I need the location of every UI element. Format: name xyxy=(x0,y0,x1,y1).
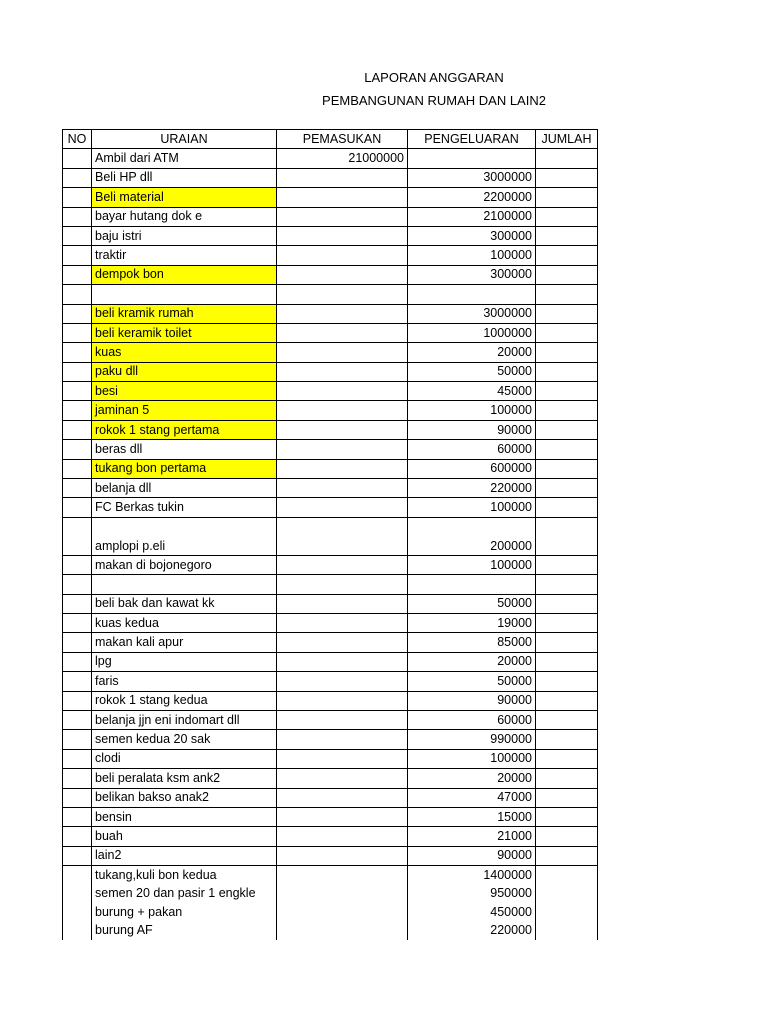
cell-pemasukan xyxy=(277,382,408,401)
cell-uraian: beli keramik toilet xyxy=(92,323,277,342)
cell-pemasukan xyxy=(277,884,408,902)
cell-no xyxy=(63,304,92,323)
cell-pengeluaran xyxy=(408,285,536,304)
cell-pengeluaran: 90000 xyxy=(408,691,536,710)
cell-pemasukan xyxy=(277,788,408,807)
table-row xyxy=(63,362,598,381)
table-row xyxy=(63,691,598,710)
table-row xyxy=(63,401,598,420)
cell-jumlah xyxy=(536,517,598,555)
cell-pengeluaran: 47000 xyxy=(408,788,536,807)
table-row xyxy=(63,921,598,939)
cell-pengeluaran: 990000 xyxy=(408,730,536,749)
table-row xyxy=(63,420,598,439)
cell-jumlah xyxy=(536,846,598,865)
cell-pemasukan xyxy=(277,730,408,749)
cell-pemasukan xyxy=(277,846,408,865)
cell-no xyxy=(63,730,92,749)
cell-jumlah xyxy=(536,207,598,226)
cell-uraian xyxy=(92,575,277,594)
report-subtitle: PEMBANGUNAN RUMAH DAN LAIN2 xyxy=(322,93,546,108)
cell-pemasukan xyxy=(277,459,408,478)
cell-jumlah xyxy=(536,440,598,459)
table-row xyxy=(63,285,598,304)
cell-jumlah xyxy=(536,903,598,921)
cell-jumlah xyxy=(536,498,598,517)
cell-no xyxy=(63,827,92,846)
cell-pengeluaran: 15000 xyxy=(408,807,536,826)
cell-pengeluaran: 3000000 xyxy=(408,304,536,323)
table-row xyxy=(63,440,598,459)
cell-pemasukan xyxy=(277,827,408,846)
cell-no xyxy=(63,517,92,555)
cell-uraian: makan kali apur xyxy=(92,633,277,652)
cell-pengeluaran: 300000 xyxy=(408,226,536,245)
header-pengeluaran: PENGELUARAN xyxy=(408,130,536,149)
cell-pengeluaran: 90000 xyxy=(408,420,536,439)
cell-pemasukan xyxy=(277,633,408,652)
cell-pengeluaran: 60000 xyxy=(408,710,536,729)
cell-jumlah xyxy=(536,343,598,362)
cell-no xyxy=(63,613,92,632)
cell-pemasukan xyxy=(277,921,408,939)
cell-pemasukan xyxy=(277,866,408,885)
cell-jumlah xyxy=(536,188,598,207)
cell-uraian: faris xyxy=(92,672,277,691)
cell-pengeluaran: 2200000 xyxy=(408,188,536,207)
table-row xyxy=(63,304,598,323)
cell-pengeluaran: 300000 xyxy=(408,265,536,284)
cell-pengeluaran: 100000 xyxy=(408,246,536,265)
cell-no xyxy=(63,769,92,788)
cell-no xyxy=(63,807,92,826)
cell-uraian: semen kedua 20 sak xyxy=(92,730,277,749)
cell-pengeluaran: 600000 xyxy=(408,459,536,478)
cell-no xyxy=(63,672,92,691)
table-row xyxy=(63,903,598,921)
header-no: NO xyxy=(63,130,92,149)
cell-jumlah xyxy=(536,921,598,939)
cell-pengeluaran: 20000 xyxy=(408,652,536,671)
cell-no xyxy=(63,420,92,439)
cell-pemasukan xyxy=(277,226,408,245)
table-row xyxy=(63,517,598,555)
cell-no xyxy=(63,884,92,902)
cell-uraian: beli bak dan kawat kk xyxy=(92,594,277,613)
cell-pemasukan xyxy=(277,168,408,187)
table-row xyxy=(63,575,598,594)
table-row xyxy=(63,498,598,517)
cell-jumlah xyxy=(536,807,598,826)
cell-pengeluaran: 2100000 xyxy=(408,207,536,226)
cell-pemasukan xyxy=(277,343,408,362)
cell-pemasukan xyxy=(277,613,408,632)
cell-jumlah xyxy=(536,633,598,652)
cell-uraian: semen 20 dan pasir 1 engkle xyxy=(92,884,277,902)
cell-no xyxy=(63,168,92,187)
cell-no xyxy=(63,575,92,594)
report-title: LAPORAN ANGGARAN xyxy=(364,70,504,85)
cell-no xyxy=(63,246,92,265)
cell-pemasukan xyxy=(277,903,408,921)
header-pemasukan: PEMASUKAN xyxy=(277,130,408,149)
cell-pemasukan xyxy=(277,420,408,439)
cell-uraian: Beli HP dll xyxy=(92,168,277,187)
cell-pemasukan xyxy=(277,440,408,459)
cell-uraian xyxy=(92,285,277,304)
cell-pengeluaran: 450000 xyxy=(408,903,536,921)
cell-uraian: tukang bon pertama xyxy=(92,459,277,478)
cell-no xyxy=(63,633,92,652)
cell-jumlah xyxy=(536,304,598,323)
budget-table xyxy=(62,129,598,940)
cell-pengeluaran: 3000000 xyxy=(408,168,536,187)
cell-no xyxy=(63,749,92,768)
cell-jumlah xyxy=(536,555,598,574)
cell-pengeluaran: 85000 xyxy=(408,633,536,652)
cell-no xyxy=(63,362,92,381)
cell-uraian: traktir xyxy=(92,246,277,265)
cell-no xyxy=(63,555,92,574)
cell-uraian: baju istri xyxy=(92,226,277,245)
cell-pemasukan xyxy=(277,323,408,342)
table-row xyxy=(63,846,598,865)
table-row xyxy=(63,633,598,652)
cell-uraian: amplopi p.eli xyxy=(92,517,277,555)
cell-pengeluaran: 90000 xyxy=(408,846,536,865)
cell-no xyxy=(63,846,92,865)
cell-jumlah xyxy=(536,866,598,885)
cell-no xyxy=(63,652,92,671)
cell-uraian: kuas xyxy=(92,343,277,362)
table-row xyxy=(63,827,598,846)
cell-jumlah xyxy=(536,420,598,439)
cell-jumlah xyxy=(536,730,598,749)
table-row xyxy=(63,246,598,265)
cell-jumlah xyxy=(536,594,598,613)
cell-uraian: Ambil dari ATM xyxy=(92,149,277,168)
cell-jumlah xyxy=(536,749,598,768)
cell-uraian: buah xyxy=(92,827,277,846)
cell-no xyxy=(63,440,92,459)
cell-uraian: besi xyxy=(92,382,277,401)
cell-no xyxy=(63,343,92,362)
cell-jumlah xyxy=(536,652,598,671)
table-row xyxy=(63,459,598,478)
table-row xyxy=(63,188,598,207)
cell-no xyxy=(63,866,92,885)
cell-pengeluaran: 950000 xyxy=(408,884,536,902)
cell-uraian: clodi xyxy=(92,749,277,768)
cell-no xyxy=(63,903,92,921)
table-row xyxy=(63,749,598,768)
cell-no xyxy=(63,188,92,207)
cell-pemasukan xyxy=(277,362,408,381)
cell-pengeluaran: 50000 xyxy=(408,672,536,691)
table-row xyxy=(63,594,598,613)
table-row xyxy=(63,672,598,691)
cell-jumlah xyxy=(536,884,598,902)
table-row xyxy=(63,769,598,788)
table-row xyxy=(63,343,598,362)
cell-no xyxy=(63,498,92,517)
cell-pemasukan xyxy=(277,691,408,710)
cell-uraian: beli kramik rumah xyxy=(92,304,277,323)
cell-pengeluaran: 1000000 xyxy=(408,323,536,342)
cell-no xyxy=(63,226,92,245)
cell-jumlah xyxy=(536,285,598,304)
cell-pengeluaran: 220000 xyxy=(408,921,536,939)
cell-jumlah xyxy=(536,613,598,632)
cell-pemasukan xyxy=(277,807,408,826)
cell-pengeluaran: 100000 xyxy=(408,749,536,768)
cell-pemasukan xyxy=(277,265,408,284)
cell-pemasukan xyxy=(277,652,408,671)
cell-uraian: lpg xyxy=(92,652,277,671)
cell-jumlah xyxy=(536,710,598,729)
cell-pengeluaran: 19000 xyxy=(408,613,536,632)
cell-uraian: burung AF xyxy=(92,921,277,939)
cell-pengeluaran: 21000 xyxy=(408,827,536,846)
header-uraian: URAIAN xyxy=(92,130,277,149)
cell-pemasukan xyxy=(277,246,408,265)
cell-no xyxy=(63,265,92,284)
cell-uraian: FC Berkas tukin xyxy=(92,498,277,517)
cell-uraian: beras dll xyxy=(92,440,277,459)
cell-pengeluaran: 1400000 xyxy=(408,866,536,885)
cell-pengeluaran xyxy=(408,575,536,594)
cell-jumlah xyxy=(536,226,598,245)
cell-no xyxy=(63,710,92,729)
cell-pemasukan xyxy=(277,285,408,304)
cell-jumlah xyxy=(536,323,598,342)
cell-uraian: bayar hutang dok e xyxy=(92,207,277,226)
cell-pemasukan xyxy=(277,575,408,594)
table-row xyxy=(63,788,598,807)
cell-uraian: belikan bakso anak2 xyxy=(92,788,277,807)
cell-pengeluaran: 50000 xyxy=(408,594,536,613)
cell-pengeluaran: 100000 xyxy=(408,555,536,574)
cell-pengeluaran: 20000 xyxy=(408,769,536,788)
header-jumlah: JUMLAH xyxy=(536,130,598,149)
cell-uraian: belanja dll xyxy=(92,479,277,498)
cell-jumlah xyxy=(536,265,598,284)
table-row xyxy=(63,730,598,749)
cell-pengeluaran: 100000 xyxy=(408,401,536,420)
cell-pemasukan xyxy=(277,188,408,207)
cell-pemasukan xyxy=(277,555,408,574)
table-row xyxy=(63,226,598,245)
cell-pengeluaran: 200000 xyxy=(408,517,536,555)
cell-no xyxy=(63,459,92,478)
cell-no xyxy=(63,401,92,420)
table-row xyxy=(63,866,598,885)
table-row xyxy=(63,168,598,187)
cell-uraian: lain2 xyxy=(92,846,277,865)
cell-uraian: kuas kedua xyxy=(92,613,277,632)
cell-jumlah xyxy=(536,401,598,420)
cell-uraian: rokok 1 stang pertama xyxy=(92,420,277,439)
table-row xyxy=(63,323,598,342)
cell-jumlah xyxy=(536,149,598,168)
cell-no xyxy=(63,788,92,807)
cell-jumlah xyxy=(536,459,598,478)
table-row xyxy=(63,207,598,226)
cell-pemasukan xyxy=(277,517,408,555)
cell-jumlah xyxy=(536,362,598,381)
cell-jumlah xyxy=(536,246,598,265)
cell-jumlah xyxy=(536,575,598,594)
cell-no xyxy=(63,207,92,226)
cell-pemasukan xyxy=(277,672,408,691)
cell-pemasukan xyxy=(277,498,408,517)
cell-pemasukan xyxy=(277,479,408,498)
cell-uraian: Beli material xyxy=(92,188,277,207)
cell-pengeluaran: 20000 xyxy=(408,343,536,362)
cell-uraian: makan di bojonegoro xyxy=(92,555,277,574)
cell-uraian: bensin xyxy=(92,807,277,826)
cell-uraian: paku dll xyxy=(92,362,277,381)
header-row xyxy=(63,130,598,149)
cell-pemasukan xyxy=(277,749,408,768)
cell-pengeluaran: 60000 xyxy=(408,440,536,459)
cell-no xyxy=(63,479,92,498)
cell-pemasukan xyxy=(277,710,408,729)
cell-pemasukan xyxy=(277,401,408,420)
cell-jumlah xyxy=(536,691,598,710)
cell-jumlah xyxy=(536,672,598,691)
cell-no xyxy=(63,594,92,613)
cell-no xyxy=(63,921,92,939)
cell-pemasukan xyxy=(277,594,408,613)
cell-jumlah xyxy=(536,168,598,187)
cell-uraian: dempok bon xyxy=(92,265,277,284)
cell-uraian: tukang,kuli bon kedua xyxy=(92,866,277,885)
cell-no xyxy=(63,323,92,342)
cell-no xyxy=(63,285,92,304)
table-row xyxy=(63,613,598,632)
table-row xyxy=(63,382,598,401)
cell-jumlah xyxy=(536,479,598,498)
table-row xyxy=(63,265,598,284)
cell-no xyxy=(63,149,92,168)
cell-uraian: burung + pakan xyxy=(92,903,277,921)
cell-pengeluaran xyxy=(408,149,536,168)
cell-jumlah xyxy=(536,827,598,846)
cell-uraian: rokok 1 stang kedua xyxy=(92,691,277,710)
table-row xyxy=(63,807,598,826)
cell-pemasukan xyxy=(277,304,408,323)
cell-pengeluaran: 100000 xyxy=(408,498,536,517)
cell-jumlah xyxy=(536,788,598,807)
table-row xyxy=(63,710,598,729)
cell-uraian: belanja jjn eni indomart dll xyxy=(92,710,277,729)
cell-jumlah xyxy=(536,769,598,788)
table-row xyxy=(63,479,598,498)
cell-no xyxy=(63,691,92,710)
table-row xyxy=(63,149,598,168)
cell-uraian: beli peralata ksm ank2 xyxy=(92,769,277,788)
cell-pemasukan xyxy=(277,769,408,788)
cell-pengeluaran: 50000 xyxy=(408,362,536,381)
table-row xyxy=(63,652,598,671)
cell-pemasukan: 21000000 xyxy=(277,149,408,168)
cell-uraian: jaminan 5 xyxy=(92,401,277,420)
table-row xyxy=(63,555,598,574)
cell-pengeluaran: 220000 xyxy=(408,479,536,498)
cell-pengeluaran: 45000 xyxy=(408,382,536,401)
cell-pemasukan xyxy=(277,207,408,226)
cell-no xyxy=(63,382,92,401)
cell-jumlah xyxy=(536,382,598,401)
table-row xyxy=(63,884,598,902)
